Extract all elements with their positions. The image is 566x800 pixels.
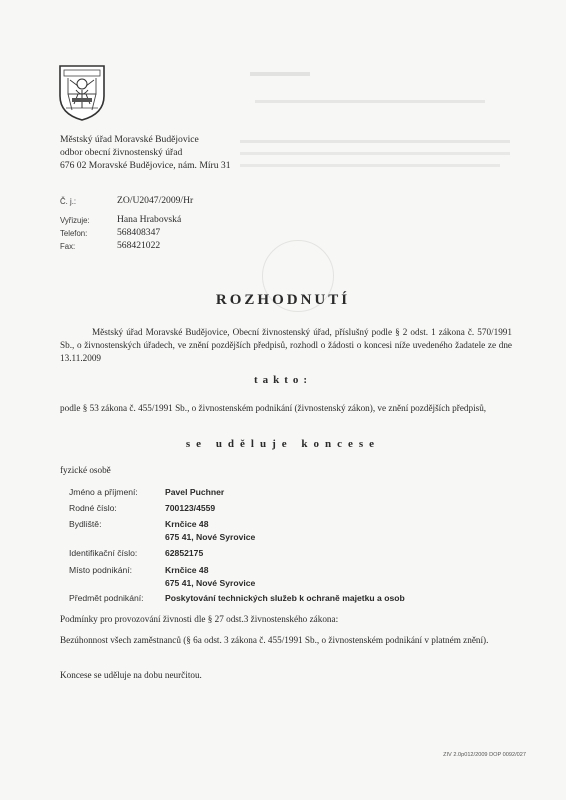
bleed-through-text — [255, 100, 485, 103]
intro-line-3: uvedeného žadatele ze dne 13.11.2009 — [60, 340, 512, 363]
handled-by-label: Vyřizuje: — [60, 216, 90, 225]
residence-line-1: Krnčice 48 — [165, 519, 209, 529]
document-title: ROZHODNUTÍ — [215, 292, 351, 308]
conditions-paragraph — [60, 633, 512, 647]
office-name: Městský úřad Moravské Budějovice — [60, 134, 199, 145]
handled-by-value: Hana Hrabovská — [117, 214, 182, 225]
issuing-office — [60, 133, 231, 172]
business-subject-label: Předmět podnikání: — [69, 593, 144, 603]
takto-heading: takto: — [253, 374, 313, 386]
conditions-title: Podmínky pro provozování živnosti dle § 27 odst.3 živnostenského zákona: — [60, 614, 339, 624]
residence-label: Bydliště: — [69, 519, 102, 529]
bleed-through-text — [240, 152, 510, 155]
office-address: 676 02 Moravské Budějovice, nám. Míru 31 — [60, 160, 231, 171]
intro-paragraph — [60, 326, 512, 365]
residence-line-2: 675 41, Nové Syrovice — [165, 532, 256, 542]
business-subject-value: Poskytování technických služeb k ochraně majetku a osob — [165, 593, 405, 603]
company-id-label: Identifikační číslo: — [69, 548, 138, 558]
case-number-label: Č. j.: — [60, 197, 77, 206]
phone-value: 568408347 — [117, 227, 161, 238]
bleed-through-text — [250, 72, 310, 76]
business-place-line-2: 675 41, Nové Syrovice — [165, 578, 256, 588]
validity-statement: Koncese se uděluje na dobu neurčitou. — [60, 670, 202, 680]
business-place-label: Místo podnikání: — [69, 565, 133, 575]
birth-number-value: 700123/4559 — [165, 503, 216, 513]
phone-label: Telefon: — [60, 229, 88, 238]
birth-number-label: Rodné číslo: — [69, 503, 117, 513]
person-type: fyzické osobě — [60, 465, 111, 475]
bleed-through-text — [240, 140, 510, 143]
company-id-value: 62852175 — [165, 548, 204, 558]
office-department: odbor obecní živnostenský úřad — [60, 147, 183, 158]
fax-value: 568421022 — [117, 240, 161, 251]
grant-heading: se uděluje koncese — [185, 438, 381, 450]
legal-basis-paragraph — [60, 402, 512, 415]
fax-label: Fax: — [60, 242, 76, 251]
law-line-2: předpisů, — [452, 403, 487, 413]
conditions-line-1: Bezúhonnost všech zaměstnanců (§ 6a odst. 3 zákona č. 455/1991 Sb., o živnostenském podnikání v platném — [60, 635, 461, 645]
name-value: Pavel Puchner — [165, 487, 225, 497]
intro-line-2: č. 570/1991 Sb., o živnostenských úřadech, ve znění pozdějších předpisů, rozhodl o žádosti o koncesi níže — [60, 327, 512, 350]
case-number-value: ZO/U2047/2009/Hr — [117, 195, 194, 206]
bleed-through-text — [240, 164, 500, 167]
conditions-line-2: znění). — [463, 635, 489, 645]
city-coat-of-arms-icon — [58, 64, 106, 122]
form-code: ZIV 2.0p012/2009 DOP 0092/027 — [443, 752, 526, 758]
business-place-line-1: Krnčice 48 — [165, 565, 209, 575]
law-line-1: podle § 53 zákona č. 455/1991 Sb., o živnostenském podnikání (živnostenský zákon), ve znění pozdějších — [60, 403, 450, 413]
name-label: Jméno a příjmení: — [69, 487, 138, 497]
intro-line-1: Městský úřad Moravské Budějovice, Obecní živnostenský úřad, příslušný podle § 2 odst. 1 zákona — [92, 327, 465, 337]
